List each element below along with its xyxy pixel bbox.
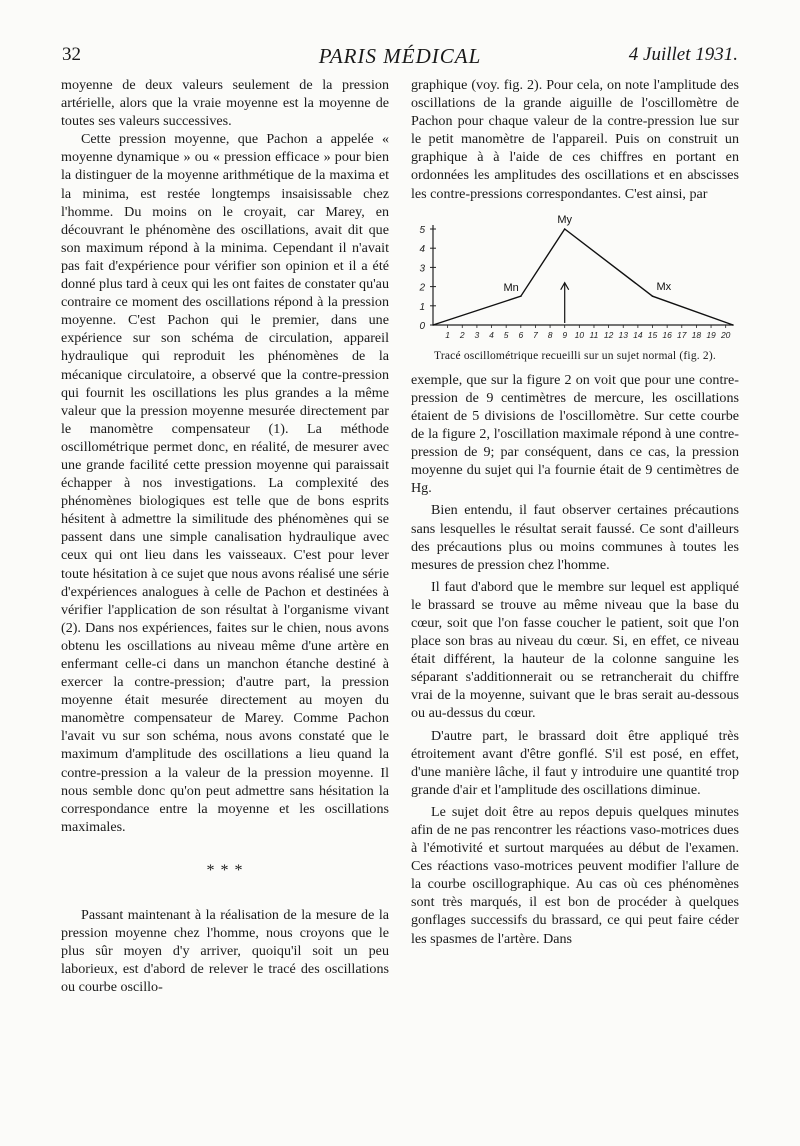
x-tick-label: 16 bbox=[662, 329, 672, 340]
x-tick-label: 8 bbox=[547, 329, 553, 340]
section-separator: * * * bbox=[206, 861, 244, 879]
paragraph: Cette pression moyenne, que Pachon a appelée « moyenne dynamique » ou « pression efficace » pour bien la distinguer de la moyenne arithmétique de la maxima et la minima, est restée longtemps insaisissable chez l'homme. Du moins on le croyait, car Marey, en découvrant le phénomène des oscillations, avait dit que son maximum répond à la minima. Cependant il n'avait pas fait d'expérience pour vérifier son opinion et il a été donné plus tard à ceux qui les ont faites de constater qu'au contraire ce moment des oscillations répond à la pression moyenne. C'est Pachon qui le premier, dans une expérience sur son schéma de circulation, appareil hydraulique qui reproduit les phénomènes de la mécanique circulatoire, a observé que la contre-pression qui fournit les oscillations les plus grandes a la même valeur que la pression moyenne mesurée directement par le manomètre compensateur (1). La méthode oscillométrique permet donc, en réalité, de mesurer avec une grande facilité cette pression moyenne qui paraissait échapper à nos investigations. La complexité des phénomènes biologiques est telle que de bons esprits hésitent à admettre la similitude des phénomènes qui se passent dans une simple canalisation hydraulique avec ceux qui ont lieu dans les vaisseaux. C'est pour lever toute hésitation à ce sujet que nous avons réalisé une série d'expériences analogues à celle de Pachon et destinées à vérifier l'application de son résultat à l'organisme vivant (2). Dans nos expériences, faites sur le chien, nous avons obtenu les oscillations au niveau même d'une artère en enfermant celle-ci dans un manchon étanche destiné à exercer la contre-pression; d'autre part, la pression moyenne était mesurée directement au moyen du manomètre compensateur de Marey. Comme Pachon l'avait vu sur son schéma, nous avons constaté que le maximum d'amplitude des oscillations a lieu quand la contre-pression a la valeur de la pression moyenne. Il nous semble donc qu'on peut admettre sans hésitation la correspondance entre la moyenne et les oscillations maximales. bbox=[61, 131, 389, 835]
y-axis bbox=[418, 225, 436, 332]
y-tick-label: 0 bbox=[419, 320, 425, 332]
paragraph: Passant maintenant à la réalisation de la mesure de la pression moyenne chez l'homme, nous croyons que le plus sûr moyen d'y arriver, quoiqu'il soit un peu laborieux, est d'abord de relever le tracé des oscillations ou courbe oscillo- bbox=[61, 907, 389, 996]
x-tick-label: 9 bbox=[562, 329, 568, 340]
data-point bbox=[652, 295, 654, 297]
x-tick-label: 2 bbox=[459, 329, 465, 340]
paragraph: Le sujet doit être au repos depuis quelques minutes afin de ne pas rencontrer les réactions vaso-motrices dues à l'émotivité et surtout marquées au début de l'examen. Ces réactions vaso-motrices peuvent modifier l'allure de la courbe oscillographique. Au cas où ces phénomènes sont très marqués, il est bon de procéder à quelques gonflages successifs du brassard, ce qui peut faire céder les spasmes de l'artère. Dans bbox=[411, 803, 739, 947]
left-column bbox=[61, 76, 389, 997]
point-label: My bbox=[557, 213, 573, 226]
x-tick-label: 1 bbox=[445, 329, 451, 340]
y-tick-label: 5 bbox=[419, 224, 425, 236]
issue-date: 4 Juillet 1931. bbox=[628, 44, 738, 65]
x-tick-label: 10 bbox=[574, 329, 585, 340]
x-tick-label: 14 bbox=[633, 329, 643, 340]
series bbox=[432, 228, 734, 326]
x-tick-label: 13 bbox=[618, 329, 628, 340]
point-label: Mn bbox=[503, 281, 519, 294]
figure-caption: Tracé oscillométrique recueilli sur un sujet normal (fig. 2). bbox=[434, 349, 716, 362]
paragraph: D'autre part, le brassard doit être appliqué très étroitement avant d'être gonflé. S'il est posé, en effet, d'une manière lâche, il faut y introduire une quantité trop grande d'air et l'amplitude des oscillations diminue. bbox=[411, 727, 739, 798]
journal-title: PARIS MÉDICAL bbox=[318, 44, 482, 68]
x-axis bbox=[433, 325, 733, 340]
paragraph: graphique (voy. fig. 2). Pour cela, on note l'amplitude des oscillations de la grande aiguille de l'oscillomètre de Pachon pour chaque valeur de la contre-pression lue sur le petit manomètre de l'appareil. Puis on construit un graphique à à l'aide de ces chiffres en portant en ordonnées les amplitudes des oscillations et en abscisses les contre-pressions correspondantes. C'est ainsi, par bbox=[411, 77, 739, 202]
paragraph: Il faut d'abord que le membre sur lequel est appliqué le brassard se trouve au même niveau que la base du cœur, soit que l'on fasse coucher le patient, soit que l'on place son bras au niveau du cœur. Si, en effet, ce niveau était différent, la hauteur de la colonne sanguine les séparant s'additionnerait ou se retrancherait du chiffre vrai de la moyenne, suivant que le bras serait au-dessous ou au-dessus du cœur. bbox=[411, 578, 739, 722]
oscillometric-chart bbox=[411, 213, 739, 345]
y-tick-label: 1 bbox=[419, 301, 425, 313]
x-tick-label: 17 bbox=[677, 329, 687, 340]
data-point bbox=[732, 324, 734, 326]
x-tick-label: 6 bbox=[518, 329, 524, 340]
paragraph: Bien entendu, il faut observer certaines précautions sans lesquelles le résultat serait faussé. Ce sont d'ailleurs des précautions plus ou moins communes à toutes les mesures de pression chez l'homme. bbox=[411, 502, 739, 573]
page-header bbox=[62, 44, 738, 72]
y-tick-label: 4 bbox=[419, 243, 425, 255]
x-tick-label: 4 bbox=[489, 329, 494, 340]
x-tick-label: 3 bbox=[474, 329, 480, 340]
x-tick-label: 12 bbox=[603, 329, 614, 340]
x-tick-label: 15 bbox=[647, 329, 658, 340]
x-tick-label: 18 bbox=[691, 329, 702, 340]
x-tick-label: 11 bbox=[589, 329, 599, 340]
data-point bbox=[564, 228, 566, 230]
x-tick-label: 5 bbox=[503, 329, 509, 340]
paragraph: moyenne de deux valeurs seulement de la pression artérielle, alors que la vraie moyenne est la moyenne de toutes ses valeurs successives. bbox=[61, 77, 389, 130]
figure-2 bbox=[411, 213, 739, 365]
page-number: 32 bbox=[62, 44, 81, 65]
point-label: Mx bbox=[656, 280, 672, 293]
y-tick-label: 2 bbox=[419, 282, 425, 294]
annotations bbox=[504, 214, 672, 323]
x-tick-label: 7 bbox=[533, 329, 538, 340]
x-tick-label: 20 bbox=[720, 329, 731, 340]
paragraph: exemple, que sur la figure 2 on voit que pour une contre-pression de 9 centimètres de mercure, les oscillations étaient de 5 divisions de l'oscillomètre. Sur cette courbe de la figure 2, l'oscillation maximale répond à une contre-pression de 9; par conséquent, dans ce cas, la pression moyenne du sujet qui l'a fournie était de 9 centimètres de Hg. bbox=[411, 371, 739, 497]
y-tick-label: 3 bbox=[419, 263, 425, 275]
x-tick-label: 19 bbox=[706, 329, 716, 340]
data-point bbox=[432, 324, 434, 326]
data-point bbox=[520, 295, 522, 297]
series-line bbox=[433, 229, 733, 325]
right-column bbox=[411, 76, 739, 948]
